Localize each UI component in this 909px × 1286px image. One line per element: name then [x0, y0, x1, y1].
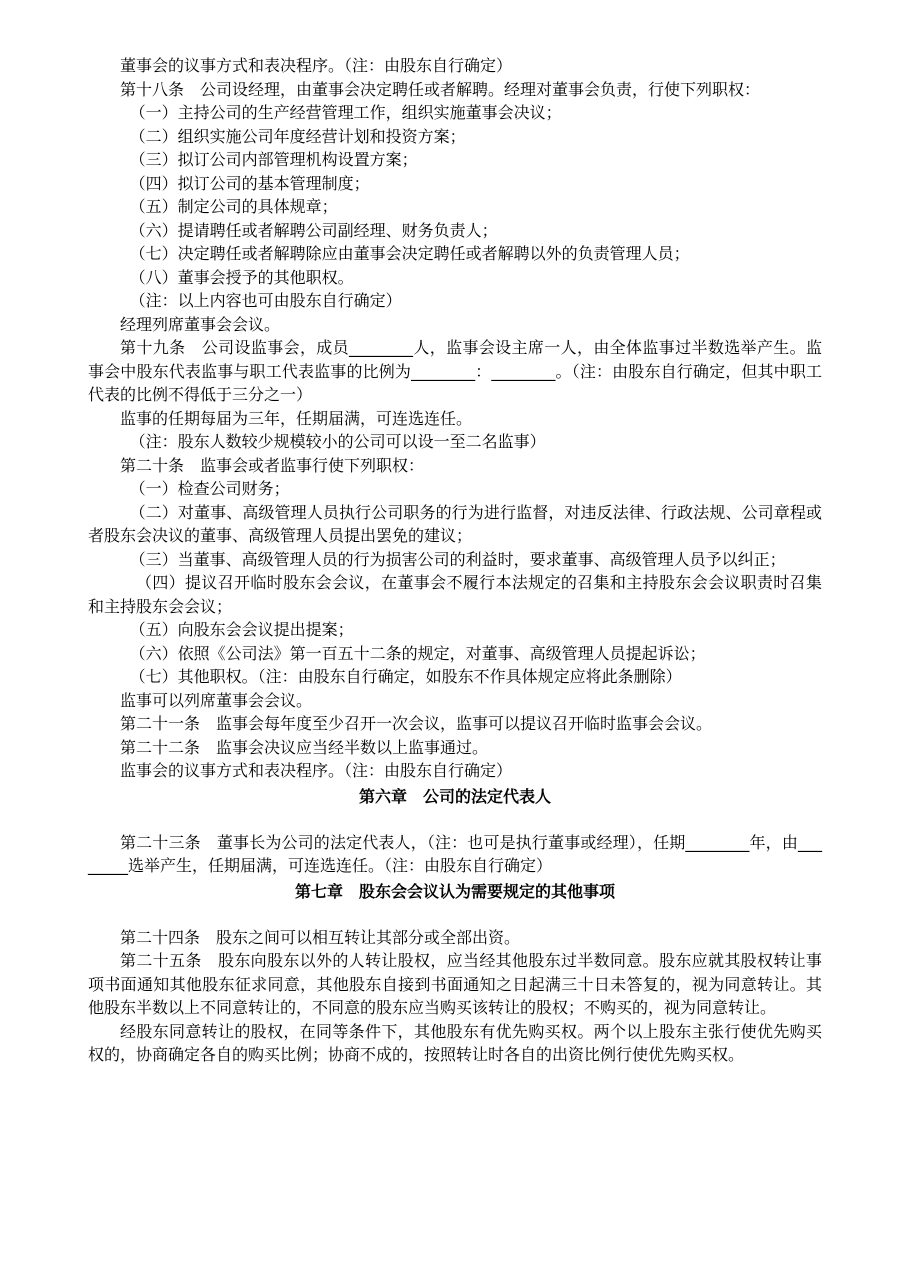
- article-19: 第十九条 公司设监事会，成员________人，监事会设主席一人，由全体监事过半数选举产生。监事会中股东代表监事与职工代表监事的比例为________：________。（注：由股东自行确定，但其中职工代表的比例不得低于三分之一）: [88, 338, 822, 404]
- list-item: （一）检查公司财务；: [129, 479, 290, 498]
- chapter-7-title: 第七章 股东会会议认为需要规定的其他事项: [294, 881, 615, 901]
- document-page: [88, 54, 822, 1067]
- paragraph: 经理列席董事会会议。: [120, 314, 281, 334]
- article-23: 第二十三条 董事长为公司的法定代表人，（注：也可是执行董事或经理），任期________年，由________选举产生，任期届满，可连选连任。（注：由股东自行确定）: [88, 832, 822, 875]
- article-24: 第二十四条 股东之间可以相互转让其部分或全部出资。: [120, 927, 521, 947]
- list-item: （四）拟订公司的基本管理制度；: [129, 173, 370, 193]
- article-20: 第二十条 监事会或者监事行使下列职权：: [120, 455, 425, 475]
- list-item: （六）依照《公司法》第一百五十二条的规定，对董事、高级管理人员提起诉讼；: [129, 643, 706, 663]
- chapter-6-title: 第六章 公司的法定代表人: [358, 786, 551, 806]
- paragraph: 监事会的议事方式和表决程序。（注：由股东自行确定）: [120, 761, 513, 780]
- list-item: （六）提请聘任或者解聘公司副经理、财务负责人；: [129, 220, 498, 240]
- paragraph: 监事可以列席董事会会议。: [120, 690, 313, 710]
- note: （注：以上内容也可由股东自行确定）: [129, 291, 402, 310]
- list-item: （五）向股东会会议提出提案；: [129, 620, 354, 639]
- list-item: （七）其他职权。（注：由股东自行确定，如股东不作具体规定应将此条删除）: [129, 667, 682, 686]
- article-18: 第十八条 公司设经理，由董事会决定聘任或者解聘。经理对董事会负责，行使下列职权：: [120, 79, 761, 99]
- paragraph: 监事的任期每届为三年，任期届满，可连选连任。: [120, 408, 473, 428]
- list-item: （三）拟订公司内部管理机构设置方案；: [129, 150, 418, 169]
- list-item: （二）组织实施公司年度经营计划和投资方案；: [129, 126, 466, 146]
- list-item: （一）主持公司的生产经营管理工作，组织实施董事会决议；: [129, 103, 562, 122]
- list-item: （七）决定聘任或者解聘除应由董事会决定聘任或者解聘以外的负责管理人员；: [129, 244, 690, 263]
- article-25: 第二十五条 股东向股东以外的人转让股权，应当经其他股东过半数同意。股东应就其股权转让事项书面通知其他股东征求同意，其他股东自接到书面通知之日起满三十日未答复的，视为同意转让。其他股东半数以上不同意转让的，不同意的股东应当购买该转让的股权；不购买的，视为同意转让。: [88, 951, 822, 1017]
- spacer: [88, 809, 822, 831]
- paragraph: 经股东同意转让的股权，在同等条件下，其他股东有优先购买权。两个以上股东主张行使优先购买权的，协商确定各自的购买比例；协商不成的，按照转让时各自的出资比例行使优先购买权。: [88, 1021, 822, 1064]
- article-22: 第二十二条 监事会决议应当经半数以上监事通过。: [120, 737, 489, 757]
- list-item: （五）制定公司的具体规章；: [129, 197, 338, 216]
- list-item: （二）对董事、高级管理人员执行公司职务的行为进行监督，对违反法律、行政法规、公司章程或者股东会决议的董事、高级管理人员提出罢免的建议；: [88, 502, 822, 545]
- paragraph: 董事会的议事方式和表决程序。（注：由股东自行确定）: [120, 56, 513, 75]
- list-item: （八）董事会授予的其他职权。: [129, 267, 354, 287]
- article-21: 第二十一条 监事会每年度至少召开一次会议，监事可以提议召开临时监事会会议。: [120, 714, 713, 733]
- list-item: （三）当董事、高级管理人员的行为损害公司的利益时，要求董事、高级管理人员予以纠正；: [129, 549, 786, 569]
- note: （注：股东人数较少规模较小的公司可以设一至二名监事）: [129, 432, 546, 451]
- list-item: （四）提议召开临时股东会会议，在董事会不履行本法规定的召集和主持股东会会议职责时召集和主持股东会会议；: [88, 573, 822, 616]
- spacer: [88, 904, 822, 926]
